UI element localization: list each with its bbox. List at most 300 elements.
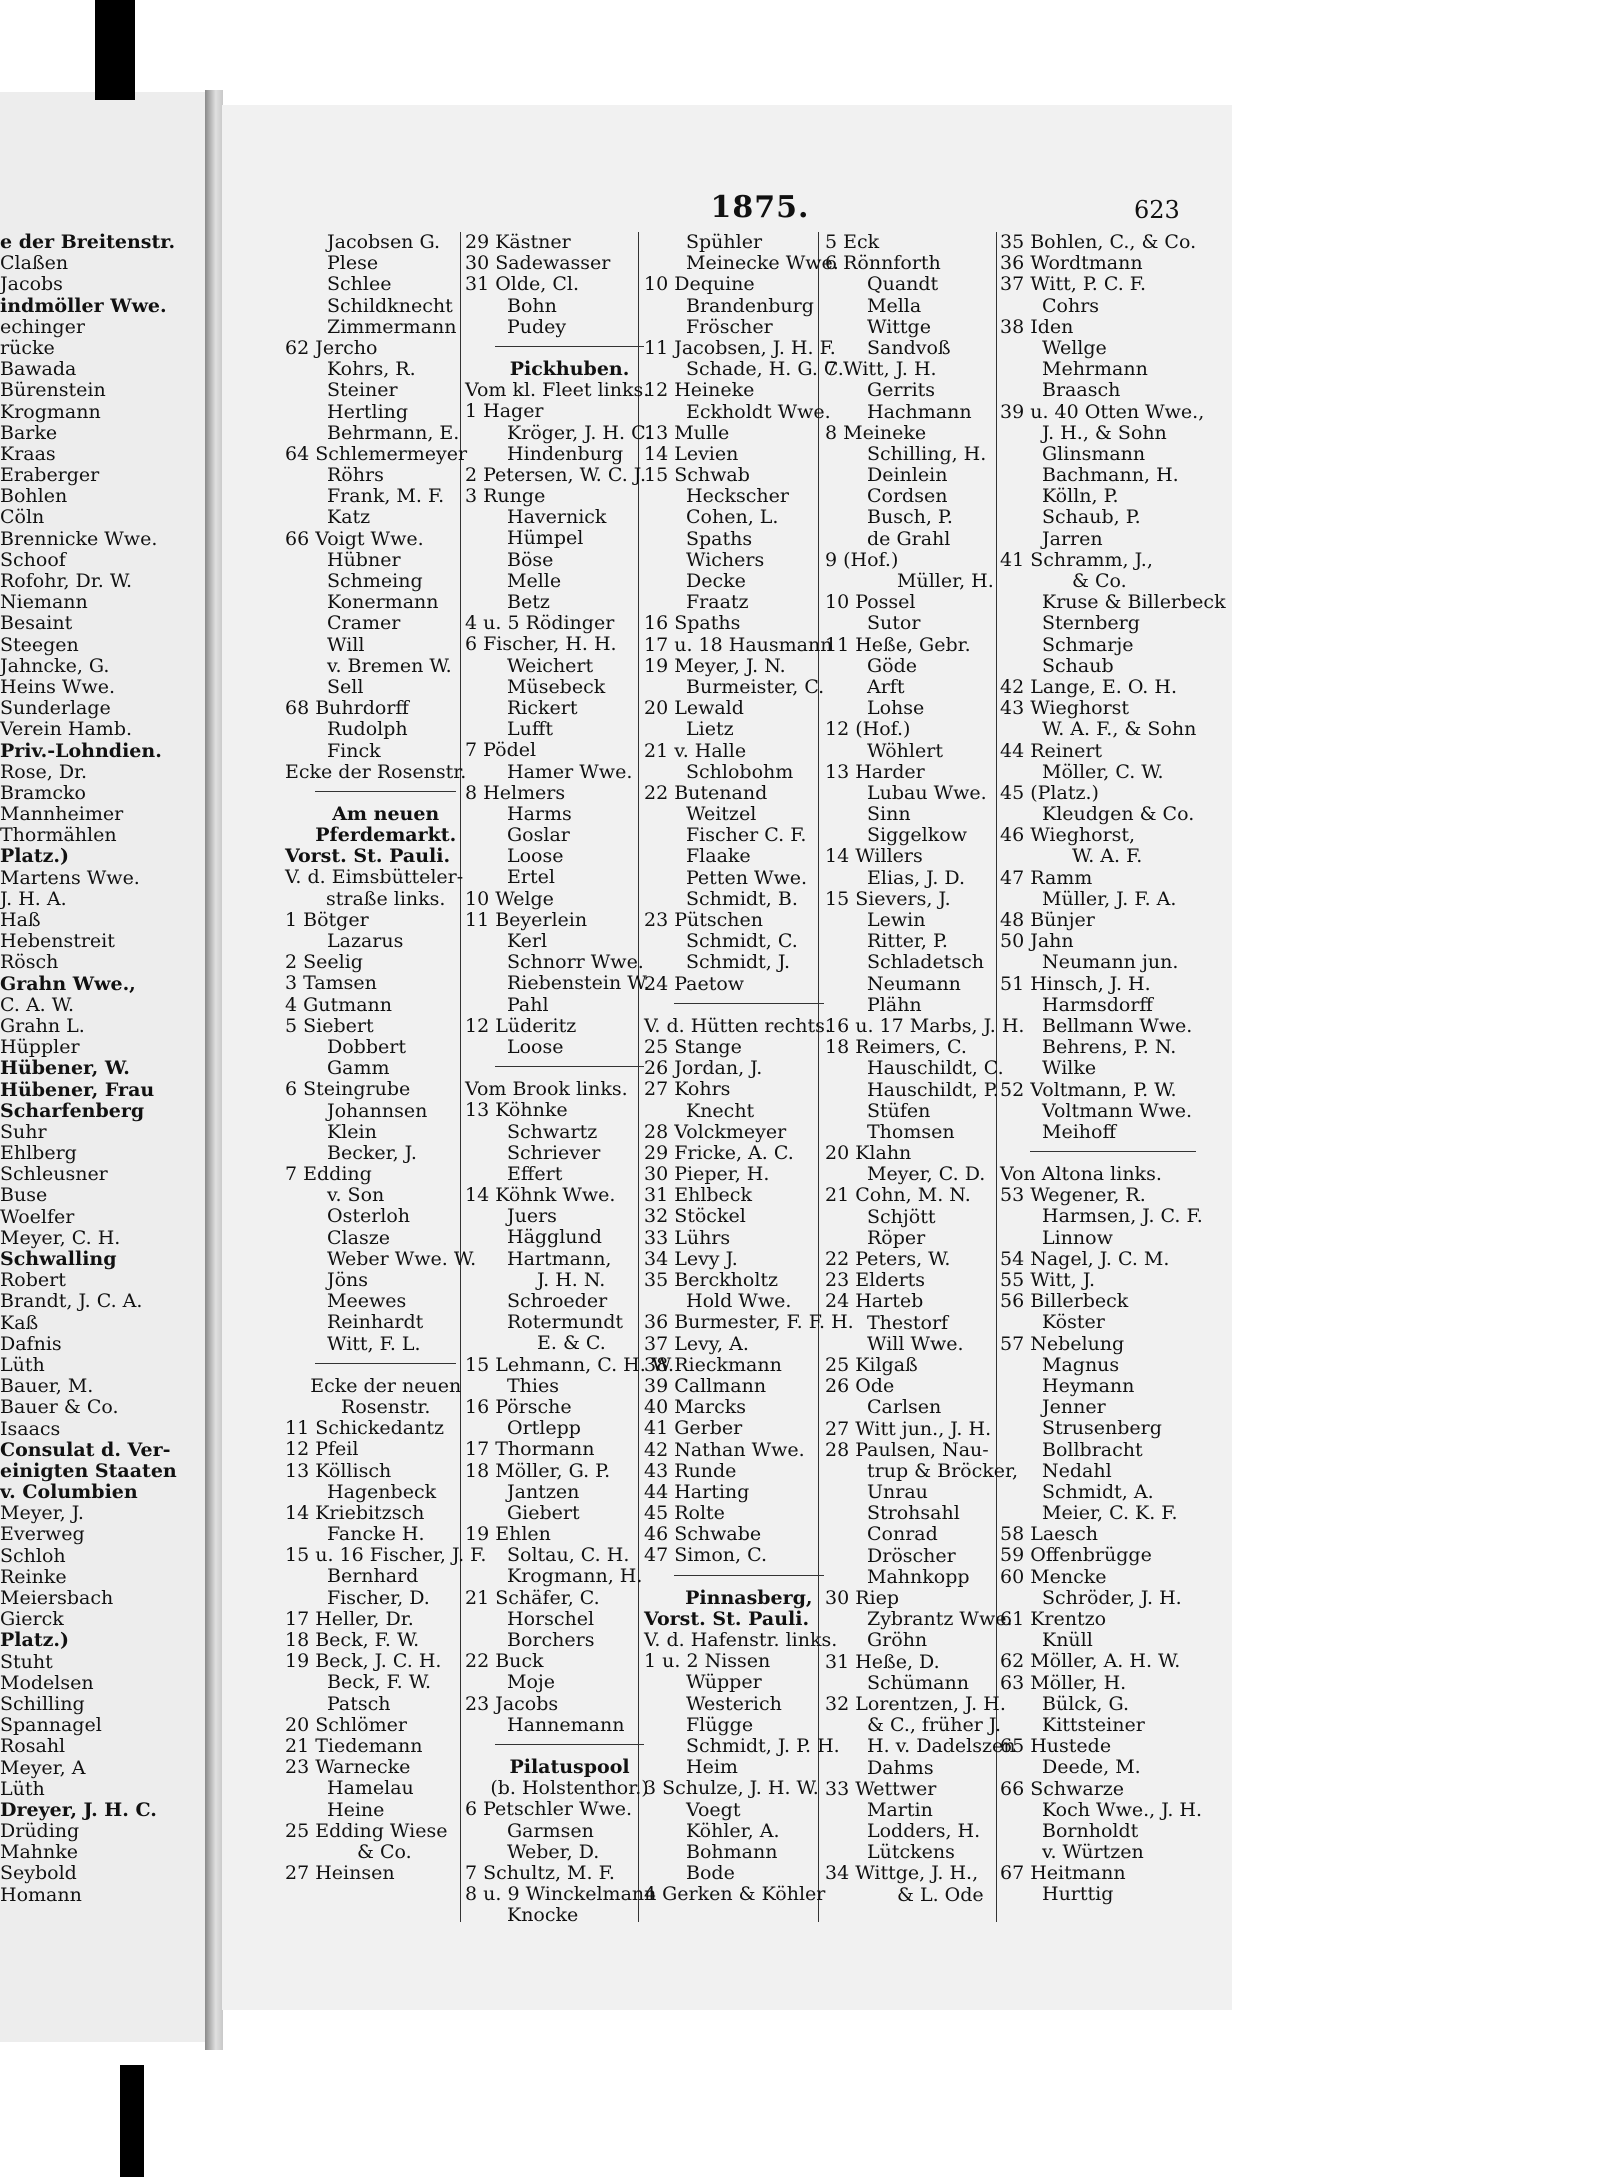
directory-entry: Goslar xyxy=(507,824,570,847)
directory-entry: Martin xyxy=(867,1798,933,1821)
directory-entry: 18 Beck, F. W. xyxy=(285,1629,420,1651)
directory-entry: 9 (Hof.) xyxy=(825,548,899,571)
directory-entry: Schröder, J. H. xyxy=(1042,1586,1182,1609)
directory-entry: Woelfer xyxy=(0,1205,75,1228)
directory-entry: 7 Schultz, M. F. xyxy=(465,1861,615,1884)
directory-entry: 4 Gerken & Köhler xyxy=(644,1883,826,1906)
directory-entry: 33 Wettwer xyxy=(825,1777,937,1800)
directory-entry: Bürenstein xyxy=(0,379,106,402)
directory-entry: Sandvoß xyxy=(867,336,951,359)
directory-entry: Müller, H. xyxy=(897,570,994,592)
directory-entry: Hold Wwe. xyxy=(686,1290,792,1313)
directory-entry: Brandt, J. C. A. xyxy=(0,1290,143,1313)
directory-entry: Gröhn xyxy=(867,1629,928,1652)
directory-entry: Kittsteiner xyxy=(1042,1713,1145,1736)
directory-entry: v. Columbien xyxy=(0,1481,138,1504)
directory-entry: Cöln xyxy=(0,506,45,529)
directory-entry: Wilke xyxy=(1042,1057,1097,1080)
directory-entry: 19 Meyer, J. N. xyxy=(644,654,786,677)
directory-entry: Jenner xyxy=(1042,1396,1106,1419)
directory-entry: H. v. Dadelszen xyxy=(867,1735,1016,1758)
directory-entry: Kruse & Billerbeck xyxy=(1042,591,1226,614)
directory-entry: 54 Nagel, J. C. M. xyxy=(1000,1247,1170,1270)
directory-entry: 27 Heinsen xyxy=(285,1862,395,1885)
directory-entry: e der Breitenstr. xyxy=(0,231,176,253)
directory-entry: Neumann jun. xyxy=(1042,951,1179,974)
directory-entry: 61 Krentzo xyxy=(1000,1608,1107,1630)
directory-entry: Göde xyxy=(867,654,918,677)
directory-entry: Lütckens xyxy=(867,1841,955,1864)
directory-entry: Bawada xyxy=(0,358,77,381)
directory-entry: 13 Köhnke xyxy=(465,1099,568,1122)
directory-entry: 16 Spaths xyxy=(644,612,741,635)
directory-entry: 66 Schwarze xyxy=(1000,1777,1125,1800)
directory-entry: 38 Iden xyxy=(1000,315,1074,338)
directory-entry: Cordsen xyxy=(867,485,948,508)
directory-entry: Robert xyxy=(0,1269,66,1292)
directory-entry: Schaub xyxy=(1042,654,1114,677)
directory-entry: Rosenstr. xyxy=(341,1395,431,1418)
directory-entry: 8 Meineke xyxy=(825,421,927,444)
directory-entry: 21 Tiedemann xyxy=(285,1734,423,1757)
directory-entry: Sell xyxy=(327,675,364,698)
directory-entry: 46 Schwabe xyxy=(644,1523,762,1546)
directory-entry: Krogmann xyxy=(0,400,101,423)
directory-entry: 28 Paulsen, Nau- xyxy=(825,1438,989,1461)
directory-entry: Wellge xyxy=(1042,336,1107,359)
directory-entry: Fröscher xyxy=(686,315,773,338)
directory-entry: Meewes xyxy=(327,1290,407,1313)
directory-entry: Garmsen xyxy=(507,1819,594,1842)
directory-entry: Everweg xyxy=(0,1523,85,1546)
directory-entry: Hannemann xyxy=(507,1713,625,1736)
directory-entry: Rose, Dr. xyxy=(0,760,88,783)
directory-entry: Böse xyxy=(507,548,554,571)
directory-entry: Jantzen xyxy=(507,1480,580,1503)
directory-entry: Deede, M. xyxy=(1042,1756,1141,1779)
directory-entry: 41 Gerber xyxy=(644,1417,743,1440)
directory-entry: Cohen, L. xyxy=(686,506,779,529)
directory-entry: 5 Siebert xyxy=(285,1014,374,1037)
directory-entry: 32 Lorentzen, J. H. xyxy=(825,1692,1006,1715)
directory-entry: Lewin xyxy=(867,909,926,931)
directory-entry: Schwartz xyxy=(507,1120,598,1143)
section-divider xyxy=(315,1363,456,1376)
directory-entry: Konermann xyxy=(327,591,439,614)
directory-entry: 23 Pütschen xyxy=(644,909,763,931)
directory-entry: Martens Wwe. xyxy=(0,866,140,889)
directory-entry: Spannagel xyxy=(0,1714,102,1737)
directory-entry: Lüth xyxy=(0,1353,45,1376)
directory-entry: de Grahl xyxy=(867,527,951,550)
directory-entry: v. Bremen W. xyxy=(327,654,452,677)
directory-entry: Ecke der neuen xyxy=(310,1374,462,1397)
directory-entry: Meyer, A xyxy=(0,1756,86,1779)
directory-entry: Bohn xyxy=(507,294,557,317)
directory-entry: 46 Wieghorst, xyxy=(1000,824,1136,847)
directory-entry: Pahl xyxy=(507,993,549,1016)
directory-entry: 12 Heineke xyxy=(644,379,755,402)
directory-entry: J. H. A. xyxy=(0,887,67,910)
directory-entry: 45 (Platz.) xyxy=(1000,781,1099,804)
directory-entry: Sinn xyxy=(867,803,911,826)
directory-entry: Eckholdt Wwe. xyxy=(686,400,831,423)
directory-entry: Barke xyxy=(0,421,58,444)
directory-entry: Schlee xyxy=(327,273,392,296)
directory-entry: Conrad xyxy=(867,1523,938,1546)
directory-entry: 8 u. 9 Winckelmann xyxy=(465,1883,657,1906)
directory-entry: Ritter, P. xyxy=(867,930,948,953)
directory-entry: Strusenberg xyxy=(1042,1417,1162,1440)
directory-entry: Pickhuben. xyxy=(509,357,630,380)
directory-entry: Hartmann, xyxy=(507,1247,612,1270)
directory-entry: Jöns xyxy=(327,1269,369,1291)
directory-entry: 42 Lange, E. O. H. xyxy=(1000,675,1177,698)
directory-entry: Schmidt, A. xyxy=(1042,1480,1154,1503)
scan-margin-bar-bottom xyxy=(120,2065,144,2177)
directory-entry: Petten Wwe. xyxy=(686,866,808,889)
directory-entry: 12 (Hof.) xyxy=(825,718,911,741)
directory-entry: Behrens, P. N. xyxy=(1042,1036,1177,1059)
directory-entry: 21 v. Halle xyxy=(644,739,747,762)
directory-entry: 30 Riep xyxy=(825,1587,900,1609)
directory-entry: Linnow xyxy=(1042,1226,1113,1249)
directory-entry: Fancke H. xyxy=(327,1523,425,1546)
directory-entry: 59 Offenbrügge xyxy=(1000,1544,1152,1567)
directory-entry: Köster xyxy=(1042,1311,1105,1334)
directory-entry: Sternberg xyxy=(1042,612,1140,635)
directory-entry: Sunderlage xyxy=(0,697,111,720)
directory-column-6 xyxy=(1000,232,1226,1906)
directory-entry: Borchers xyxy=(507,1629,595,1651)
directory-entry: Kleudgen & Co. xyxy=(1042,803,1195,826)
directory-entry: 55 Witt, J. xyxy=(1000,1269,1096,1291)
directory-entry: Rösch xyxy=(0,951,59,974)
directory-entry: Schmidt, C. xyxy=(686,930,798,953)
directory-entry: Kohrs, R. xyxy=(327,358,416,381)
directory-entry: 20 Klahn xyxy=(825,1142,912,1165)
directory-entry: Gamm xyxy=(327,1057,390,1080)
directory-entry: Moje xyxy=(507,1671,556,1694)
directory-entry: Schnorr Wwe. xyxy=(507,951,644,974)
directory-entry: Lubau Wwe. xyxy=(867,781,987,804)
directory-entry: 34 Levy J. xyxy=(644,1247,738,1270)
directory-entry: 18 Reimers, C. xyxy=(825,1036,967,1059)
directory-entry: Mahnkopp xyxy=(867,1565,970,1588)
directory-entry: 20 Schlömer xyxy=(285,1713,407,1736)
directory-entry: Grahn Wwe., xyxy=(0,972,136,995)
directory-entry: Knecht xyxy=(686,1099,755,1122)
directory-entry: Bollbracht xyxy=(1042,1438,1143,1461)
directory-entry: 14 Willers xyxy=(825,845,923,868)
directory-entry: 31 Heße, D. xyxy=(825,1650,940,1673)
directory-entry: 31 Ehlbeck xyxy=(644,1184,752,1207)
directory-entry: Schwalling xyxy=(0,1248,117,1270)
directory-entry: Unrau xyxy=(867,1481,928,1504)
directory-entry: Röper xyxy=(867,1226,926,1249)
directory-entry: Möller, C. W. xyxy=(1042,760,1164,783)
directory-entry: 17 Thormann xyxy=(465,1438,595,1461)
directory-entry: Dobbert xyxy=(327,1035,406,1058)
directory-entry: 10 Welge xyxy=(465,887,554,910)
directory-entry: Loose xyxy=(507,845,564,868)
directory-entry: Isaacs xyxy=(0,1417,61,1440)
directory-entry: Meyer, C. H. xyxy=(0,1226,121,1249)
directory-entry: Consulat d. Ver- xyxy=(0,1438,171,1461)
directory-entry: 30 Pieper, H. xyxy=(644,1163,770,1186)
directory-entry: Nedahl xyxy=(1042,1459,1112,1482)
directory-entry: Beck, F. W. xyxy=(327,1671,431,1694)
directory-entry: Fraatz xyxy=(686,591,749,614)
directory-entry: Schmidt, B. xyxy=(686,887,798,910)
directory-entry: Brennicke Wwe. xyxy=(0,527,158,550)
directory-entry: Dafnis xyxy=(0,1332,62,1355)
directory-column-2 xyxy=(285,232,486,1884)
directory-entry: Schmeing xyxy=(327,570,423,592)
directory-entry: Heckscher xyxy=(686,485,789,508)
directory-entry: Behrmann, E. xyxy=(327,421,460,444)
directory-entry: v. Würtzen xyxy=(1042,1841,1144,1864)
directory-entry: 30 Sadewasser xyxy=(465,252,611,275)
directory-entry: Kaß xyxy=(0,1311,39,1334)
directory-entry: Hebenstreit xyxy=(0,930,115,953)
directory-entry: Gerrits xyxy=(867,379,936,402)
directory-entry: 14 Kriebitzsch xyxy=(285,1501,425,1524)
directory-entry: Rotermundt xyxy=(507,1311,623,1334)
directory-entry: einigten Staaten xyxy=(0,1459,177,1482)
directory-entry: (b. Holstenthor.) xyxy=(490,1777,649,1800)
directory-entry: Besaint xyxy=(0,612,73,635)
directory-entry: Suhr xyxy=(0,1120,47,1143)
directory-entry: 11 Beyerlein xyxy=(465,908,588,931)
directory-entry: Priv.-Lohndien. xyxy=(0,739,162,762)
directory-entry: Plähn xyxy=(867,993,922,1016)
directory-entry: Melle xyxy=(507,569,562,592)
directory-entry: 27 Witt jun., J. H. xyxy=(825,1417,992,1440)
directory-entry: v. Son xyxy=(327,1184,385,1207)
directory-entry: 33 Lührs xyxy=(644,1226,731,1249)
directory-entry: Mehrmann xyxy=(1042,358,1148,381)
directory-entry: 22 Butenand xyxy=(644,781,768,804)
directory-entry: Ortlepp xyxy=(507,1417,581,1440)
directory-entry: echinger xyxy=(0,315,85,338)
directory-entry: 44 Reinert xyxy=(1000,739,1103,762)
directory-entry: 11 Heße, Gebr. xyxy=(825,633,971,656)
directory-entry: Hindenburg xyxy=(507,442,624,465)
directory-entry: 47 Ramm xyxy=(1000,866,1093,889)
section-divider xyxy=(674,1575,824,1588)
section-divider xyxy=(495,1744,644,1757)
directory-entry: Seybold xyxy=(0,1862,77,1885)
directory-entry: 52 Voltmann, P. W. xyxy=(1000,1078,1177,1101)
directory-entry: Soltau, C. H. xyxy=(507,1544,630,1567)
directory-entry: 62 Jercho xyxy=(285,336,378,359)
directory-entry: 32 Stöckel xyxy=(644,1205,746,1228)
directory-entry: Fischer C. F. xyxy=(686,824,807,847)
directory-entry: Platz.) xyxy=(0,845,69,868)
directory-entry: 64 Schlemermeyer xyxy=(285,442,468,465)
directory-entry: Westerich xyxy=(686,1692,782,1715)
directory-entry: Harmsdorff xyxy=(1042,993,1153,1016)
directory-entry: 14 Köhnk Wwe. xyxy=(465,1184,616,1207)
directory-entry: 68 Buhrdorff xyxy=(285,697,409,720)
directory-entry: 23 Warnecke xyxy=(285,1756,411,1779)
directory-entry: straße links. xyxy=(325,887,446,910)
directory-entry: Koch Wwe., J. H. xyxy=(1042,1798,1203,1821)
directory-entry: Vorst. St. Pauli. xyxy=(644,1607,810,1630)
directory-entry: Osterloh xyxy=(327,1205,411,1228)
book-gutter xyxy=(205,90,223,2050)
directory-entry: 12 Pfeil xyxy=(285,1438,359,1461)
directory-entry: Pinnasberg, xyxy=(685,1586,813,1609)
directory-entry: Lohse xyxy=(867,697,925,720)
directory-entry: Mella xyxy=(867,294,922,317)
directory-entry: Zimmermann xyxy=(327,315,457,338)
directory-entry: 66 Voigt Wwe. xyxy=(285,527,424,550)
directory-entry: Meihoff xyxy=(1042,1120,1116,1143)
directory-entry: 15 Schwab xyxy=(644,464,750,487)
directory-entry: Betz xyxy=(507,591,550,613)
directory-entry: Magnus xyxy=(1042,1353,1120,1376)
directory-entry: Schilling, H. xyxy=(867,442,987,465)
directory-entry: J. H., & Sohn xyxy=(1042,421,1167,444)
directory-entry: Hertling xyxy=(327,400,409,423)
directory-entry: 25 Stange xyxy=(644,1035,742,1058)
directory-entry: 34 Wittge, J. H., xyxy=(825,1862,979,1885)
directory-entry: 39 u. 40 Otten Wwe., xyxy=(1000,400,1205,423)
directory-entry: Meyer, C. D. xyxy=(867,1163,986,1186)
directory-entry: Lufft xyxy=(507,718,553,741)
directory-entry: Hachmann xyxy=(867,400,972,423)
directory-entry: Rudolph xyxy=(327,718,408,741)
directory-entry: 4 u. 5 Rödinger xyxy=(465,612,615,635)
directory-entry: J. H. N. xyxy=(537,1268,606,1291)
directory-entry: Hübener, Frau xyxy=(0,1078,155,1101)
directory-entry: Hamer Wwe. xyxy=(507,760,633,783)
directory-entry: 57 Nebelung xyxy=(1000,1332,1125,1355)
directory-entry: Strohsahl xyxy=(867,1502,960,1525)
directory-entry: Jahncke, G. xyxy=(0,654,110,677)
directory-entry: Rosahl xyxy=(0,1735,66,1758)
directory-entry: Meiersbach xyxy=(0,1587,114,1609)
directory-entry: 21 Schäfer, C. xyxy=(465,1586,600,1609)
directory-entry: 19 Ehlen xyxy=(465,1523,551,1546)
directory-entry: Mahnke xyxy=(0,1841,79,1864)
directory-entry: V. d. Eimsbütteler- xyxy=(285,866,464,889)
directory-entry: Meier, C. K. F. xyxy=(1042,1502,1178,1525)
directory-entry: 18 Möller, G. P. xyxy=(465,1459,611,1482)
directory-entry: rücke xyxy=(0,336,55,359)
directory-entry: Schaub, P. xyxy=(1042,506,1141,529)
directory-column-3 xyxy=(465,232,674,1926)
directory-entry: 5 Eck xyxy=(825,231,880,253)
directory-entry: W. A. F. xyxy=(1072,845,1143,868)
directory-column-1 xyxy=(0,231,177,1906)
directory-entry: 13 Mulle xyxy=(644,421,730,444)
directory-entry: Dahms xyxy=(867,1756,934,1779)
directory-entry: V. d. Hütten rechts. xyxy=(644,1014,831,1037)
directory-entry: Heine xyxy=(327,1798,385,1821)
directory-entry: Arft xyxy=(867,675,905,698)
directory-entry: 7 Pödel xyxy=(465,739,537,762)
directory-entry: Lüth xyxy=(0,1777,45,1800)
directory-entry: Spaths xyxy=(686,527,753,550)
directory-entry: Busch, P. xyxy=(867,506,953,529)
directory-entry: Hauschildt, C. xyxy=(867,1057,1004,1080)
directory-entry: W. A. F., & Sohn xyxy=(1042,718,1197,741)
directory-entry: Von Altona links. xyxy=(1000,1163,1162,1186)
directory-entry: & Co. xyxy=(1072,570,1127,592)
directory-entry: Thormählen xyxy=(0,824,117,847)
directory-entry: Meyer, J. xyxy=(0,1502,84,1525)
directory-entry: Wöhlert xyxy=(867,739,943,762)
directory-entry: 13 Harder xyxy=(825,760,925,783)
directory-entry: Dreyer, J. H. C. xyxy=(0,1798,157,1821)
directory-entry: 16 u. 17 Marbs, J. H. xyxy=(825,1014,1025,1037)
directory-entry: Reinhardt xyxy=(327,1311,424,1334)
directory-entry: & C., früher J. xyxy=(867,1714,1002,1737)
directory-entry: Katz xyxy=(327,506,371,529)
directory-entry: 48 Bünjer xyxy=(1000,909,1095,931)
directory-entry: Flaake xyxy=(686,845,751,868)
directory-entry: E. & C. xyxy=(537,1332,606,1355)
directory-entry: Bohlen xyxy=(0,485,68,508)
directory-entry: Patsch xyxy=(327,1692,391,1715)
page-number: 623 xyxy=(1134,196,1180,224)
directory-entry: Heins Wwe. xyxy=(0,675,115,698)
directory-entry: V. d. Hafenstr. links. xyxy=(644,1629,838,1651)
section-divider xyxy=(315,791,456,804)
directory-entry: Johannsen xyxy=(327,1099,428,1122)
directory-entry: Bauer & Co. xyxy=(0,1396,119,1419)
directory-entry: Thies xyxy=(507,1374,559,1397)
directory-entry: 8 Helmers xyxy=(465,781,566,804)
directory-entry: Niemann xyxy=(0,591,88,614)
directory-column-5 xyxy=(825,232,1024,1906)
directory-entry: 27 Kohrs xyxy=(644,1078,731,1101)
directory-entry: Gierck xyxy=(0,1608,64,1631)
page-year: 1875. xyxy=(710,190,810,225)
directory-entry: Thomsen xyxy=(867,1120,955,1143)
directory-entry: Steegen xyxy=(0,633,79,656)
directory-entry: Hübner xyxy=(327,548,401,571)
directory-entry: 10 Possel xyxy=(825,591,916,614)
directory-entry: Wüpper xyxy=(686,1671,762,1694)
directory-entry: Knüll xyxy=(1042,1629,1093,1652)
directory-entry: Schleusner xyxy=(0,1163,108,1186)
directory-entry: 2 Seelig xyxy=(285,951,363,974)
directory-entry: Grahn L. xyxy=(0,1014,85,1037)
directory-entry: 13 Köllisch xyxy=(285,1459,392,1482)
directory-column-4 xyxy=(644,232,854,1905)
directory-entry: & Co. xyxy=(357,1840,412,1863)
directory-entry: 12 Lüderitz xyxy=(465,1014,577,1037)
directory-entry: 50 Jahn xyxy=(1000,930,1074,953)
directory-entry: Bernhard xyxy=(327,1565,419,1588)
directory-entry: 14 Levien xyxy=(644,442,739,465)
directory-entry: Stüfen xyxy=(867,1099,931,1122)
directory-entry: Pferdemarkt. xyxy=(315,824,457,847)
directory-entry: 11 Jacobsen, J. H. F. xyxy=(644,336,836,359)
directory-entry: 29 Fricke, A. C. xyxy=(644,1141,794,1164)
directory-entry: 17 Heller, Dr. xyxy=(285,1607,414,1630)
directory-entry: 26 Jordan, J. xyxy=(644,1057,763,1080)
directory-entry: Brandenburg xyxy=(686,294,814,317)
directory-entry: Riebenstein W. xyxy=(507,972,650,995)
directory-entry: Hübener, W. xyxy=(0,1057,130,1080)
directory-entry: 28 Volckmeyer xyxy=(644,1120,787,1143)
section-divider xyxy=(674,1003,824,1016)
